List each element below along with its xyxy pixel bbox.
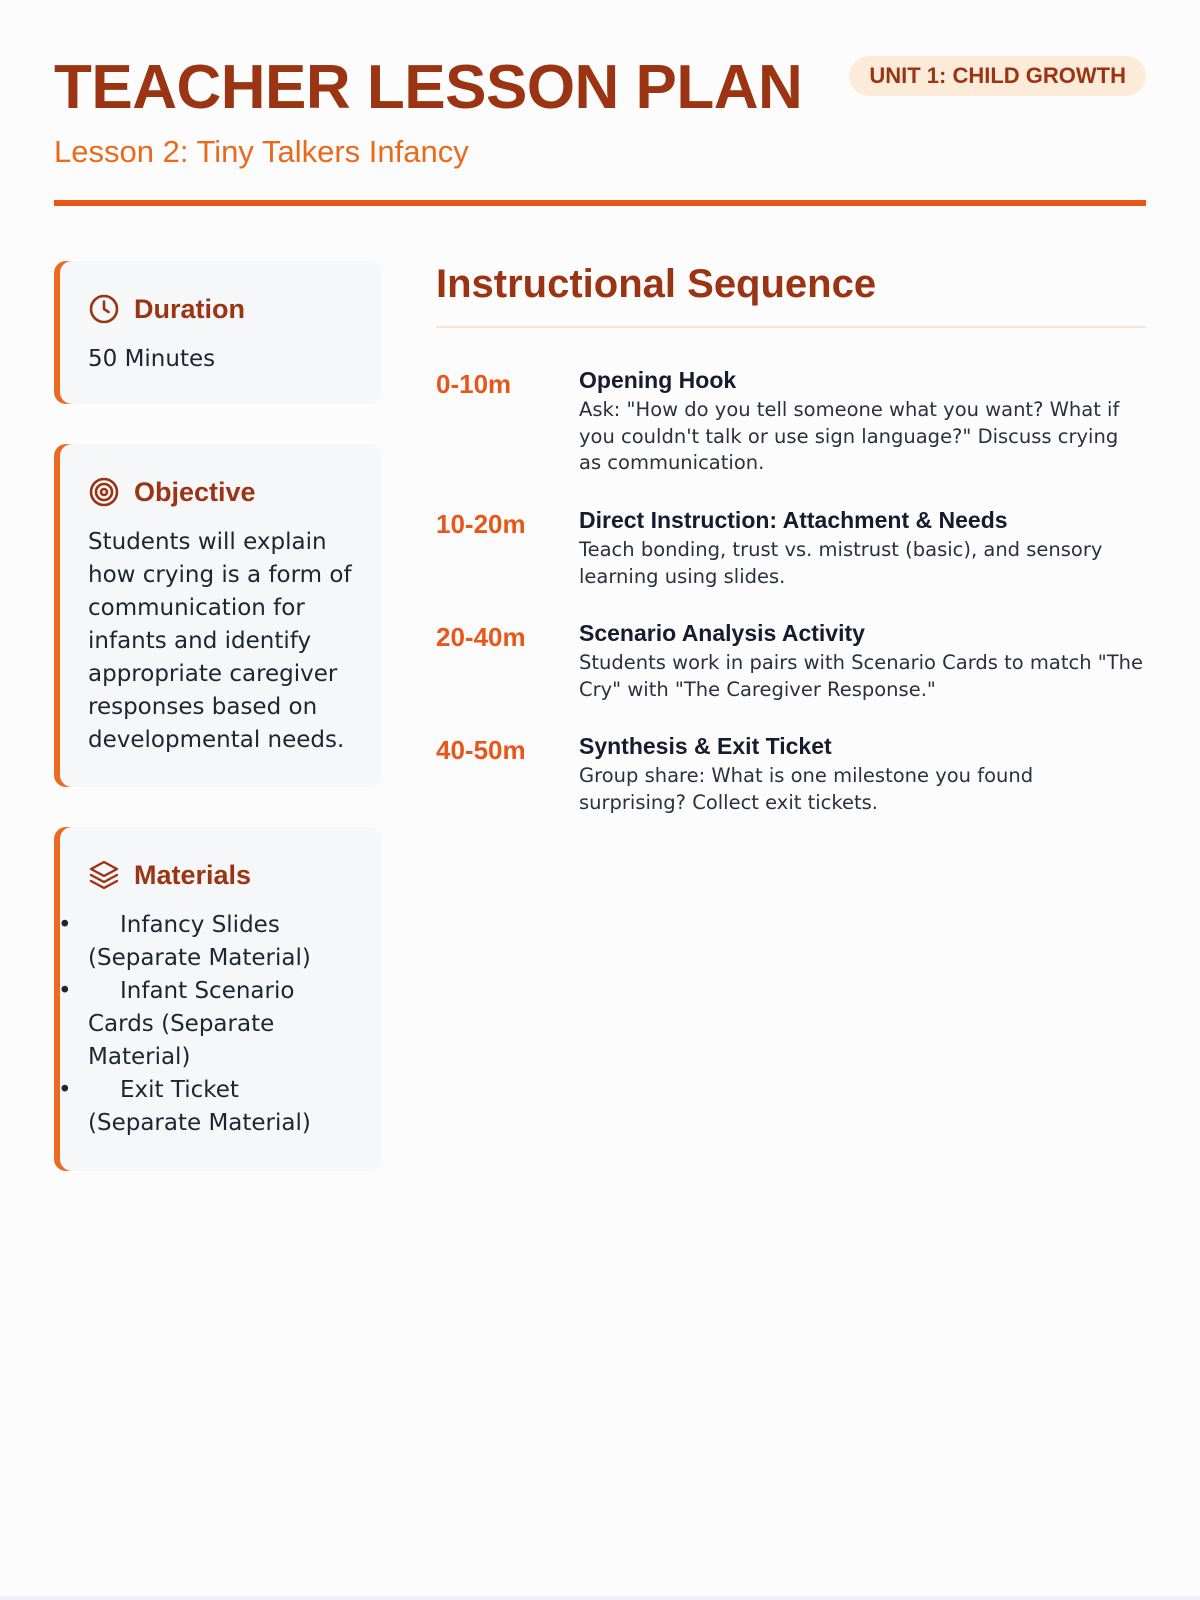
objective-card-header [88, 474, 256, 510]
step-description: Group share: What is one milestone you found surprising? Collect exit tickets. [579, 764, 1034, 814]
materials-list-wrap [88, 909, 356, 1140]
duration-value: 50 Minutes [88, 346, 216, 372]
materials-list [88, 909, 356, 1140]
list-item [88, 909, 356, 975]
material-label: Exit Ticket (Separate Material) [88, 1077, 311, 1136]
step-name: Synthesis & Exit Ticket [579, 733, 832, 759]
step-description: Teach bonding, trust vs. mistrust (basic), and sensory learning using slides. [579, 538, 1103, 588]
step-name: Direct Instruction: Attachment & Needs [579, 507, 1008, 533]
materials-title: Materials [134, 860, 252, 890]
objective-title: Objective [134, 477, 256, 507]
lesson-plan-page [54, 0, 1146, 1596]
list-item [88, 1074, 356, 1140]
duration-title: Duration [134, 294, 245, 324]
objective-card [54, 444, 382, 787]
page-bottom-edge [0, 1596, 1200, 1600]
lesson-subtitle: Lesson 2: Tiny Talkers Infancy [54, 134, 469, 169]
step-time: 20-40m [436, 622, 526, 652]
list-item [88, 975, 356, 1074]
unit-badge: UNIT 1: CHILD GROWTH [849, 56, 1146, 96]
step-name: Scenario Analysis Activity [579, 620, 865, 646]
header-divider [54, 200, 1146, 206]
layers-icon [88, 859, 120, 891]
target-icon [88, 476, 120, 508]
step-description: Ask: "How do you tell someone what you want? What if you couldn't talk or use sign language?" Discuss crying as communication. [579, 398, 1120, 474]
page-title: TEACHER LESSON PLAN [54, 53, 803, 122]
materials-card-header [88, 857, 251, 893]
step-description: Students work in pairs with Scenario Cards to match "The Cry" with "The Caregiver Response." [579, 651, 1143, 701]
duration-card [54, 261, 382, 404]
material-label: Infant Scenario Cards (Separate Material) [88, 978, 295, 1070]
materials-card [54, 827, 382, 1171]
sequence-divider [436, 326, 1146, 328]
step-name: Opening Hook [579, 367, 737, 393]
duration-card-header [88, 291, 245, 327]
header [54, 0, 1146, 210]
clock-icon [88, 293, 120, 325]
material-label: Infancy Slides (Separate Material) [88, 912, 311, 971]
step-time: 40-50m [436, 735, 526, 765]
step-time: 10-20m [436, 509, 526, 539]
objective-text: Students will explain how crying is a form of communication for infants and identify appropriate caregiver responses based on developmental needs. [88, 529, 352, 753]
step-time: 0-10m [436, 369, 512, 399]
sequence-title: Instructional Sequence [436, 262, 877, 306]
